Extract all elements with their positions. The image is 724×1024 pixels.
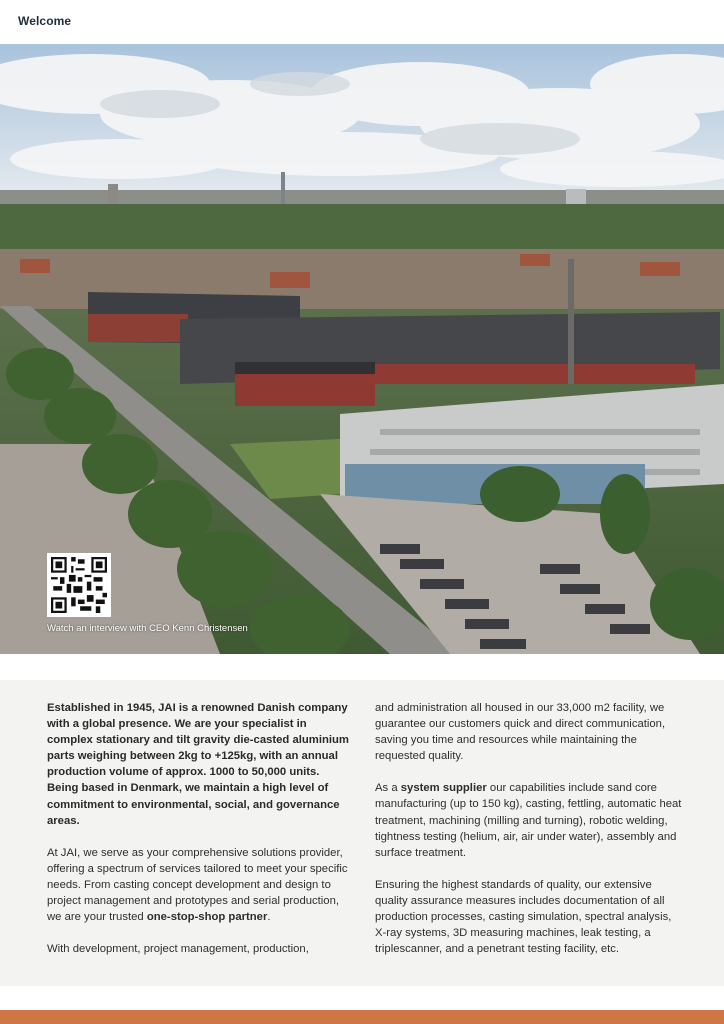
qr-caption[interactable]: Watch an interview with CEO Kenn Christensen xyxy=(47,623,248,634)
solutions-paragraph xyxy=(47,845,352,925)
intro-paragraph: Established in 1945, JAI is a renowned Danish company with a global presence. We are your specialist in complex stationary and tilt gravity die-casted aluminium parts weighing between 2kg to +125kg, with an annual production volume of approx. 1000 to 50,000 units. Being based in Denmark, we maintain a high level of commitment to environmental, social, and governance areas. xyxy=(47,702,349,827)
qr-code-icon xyxy=(51,557,107,613)
page-header xyxy=(0,0,724,44)
capabilities-lead: As a xyxy=(375,782,401,795)
solutions-end: . xyxy=(267,911,271,924)
text-column-right xyxy=(375,700,683,973)
footer-accent-bar xyxy=(0,1010,724,1024)
quality-paragraph: Ensuring the highest standards of quality, our extensive quality assurance measures includes documentation of all production processes, casting simulation, spectral analysis, X-ray systems, 3D measuring machines, leak testing, a triplescanner, and a penetrant testing facility, etc. xyxy=(375,878,672,956)
development-paragraph-end: and administration all housed in our 33,000 m2 facility, we guarantee our customers quick and direct communication, saving you time and resources while maintaining the requested quality. xyxy=(375,702,666,763)
capabilities-text: our capabilities include sand core manufacturing (up to 150 kg), casting, fettling, automatic heat treatment, machining (milling and turning), robotic welding, tightness testing (helium, air, air under water), assembly and surface treatment. xyxy=(375,782,682,859)
aerial-factory-photo xyxy=(0,44,724,654)
section-title: Welcome xyxy=(18,14,72,28)
one-stop-shop-highlight: one-stop-shop partner xyxy=(146,911,268,924)
qr-code[interactable] xyxy=(47,553,111,617)
development-paragraph-start: With development, project management, production, xyxy=(47,943,309,956)
capabilities-paragraph xyxy=(375,780,683,860)
solutions-text: At JAI, we serve as your comprehensive solutions provider, offering a spectrum of services tailored to meet your specific needs. From casting concept development and design to project management and prototypes and serial production, we are your trusted xyxy=(47,846,348,924)
text-column-left xyxy=(47,700,352,973)
system-supplier-highlight: system supplier xyxy=(400,782,487,795)
